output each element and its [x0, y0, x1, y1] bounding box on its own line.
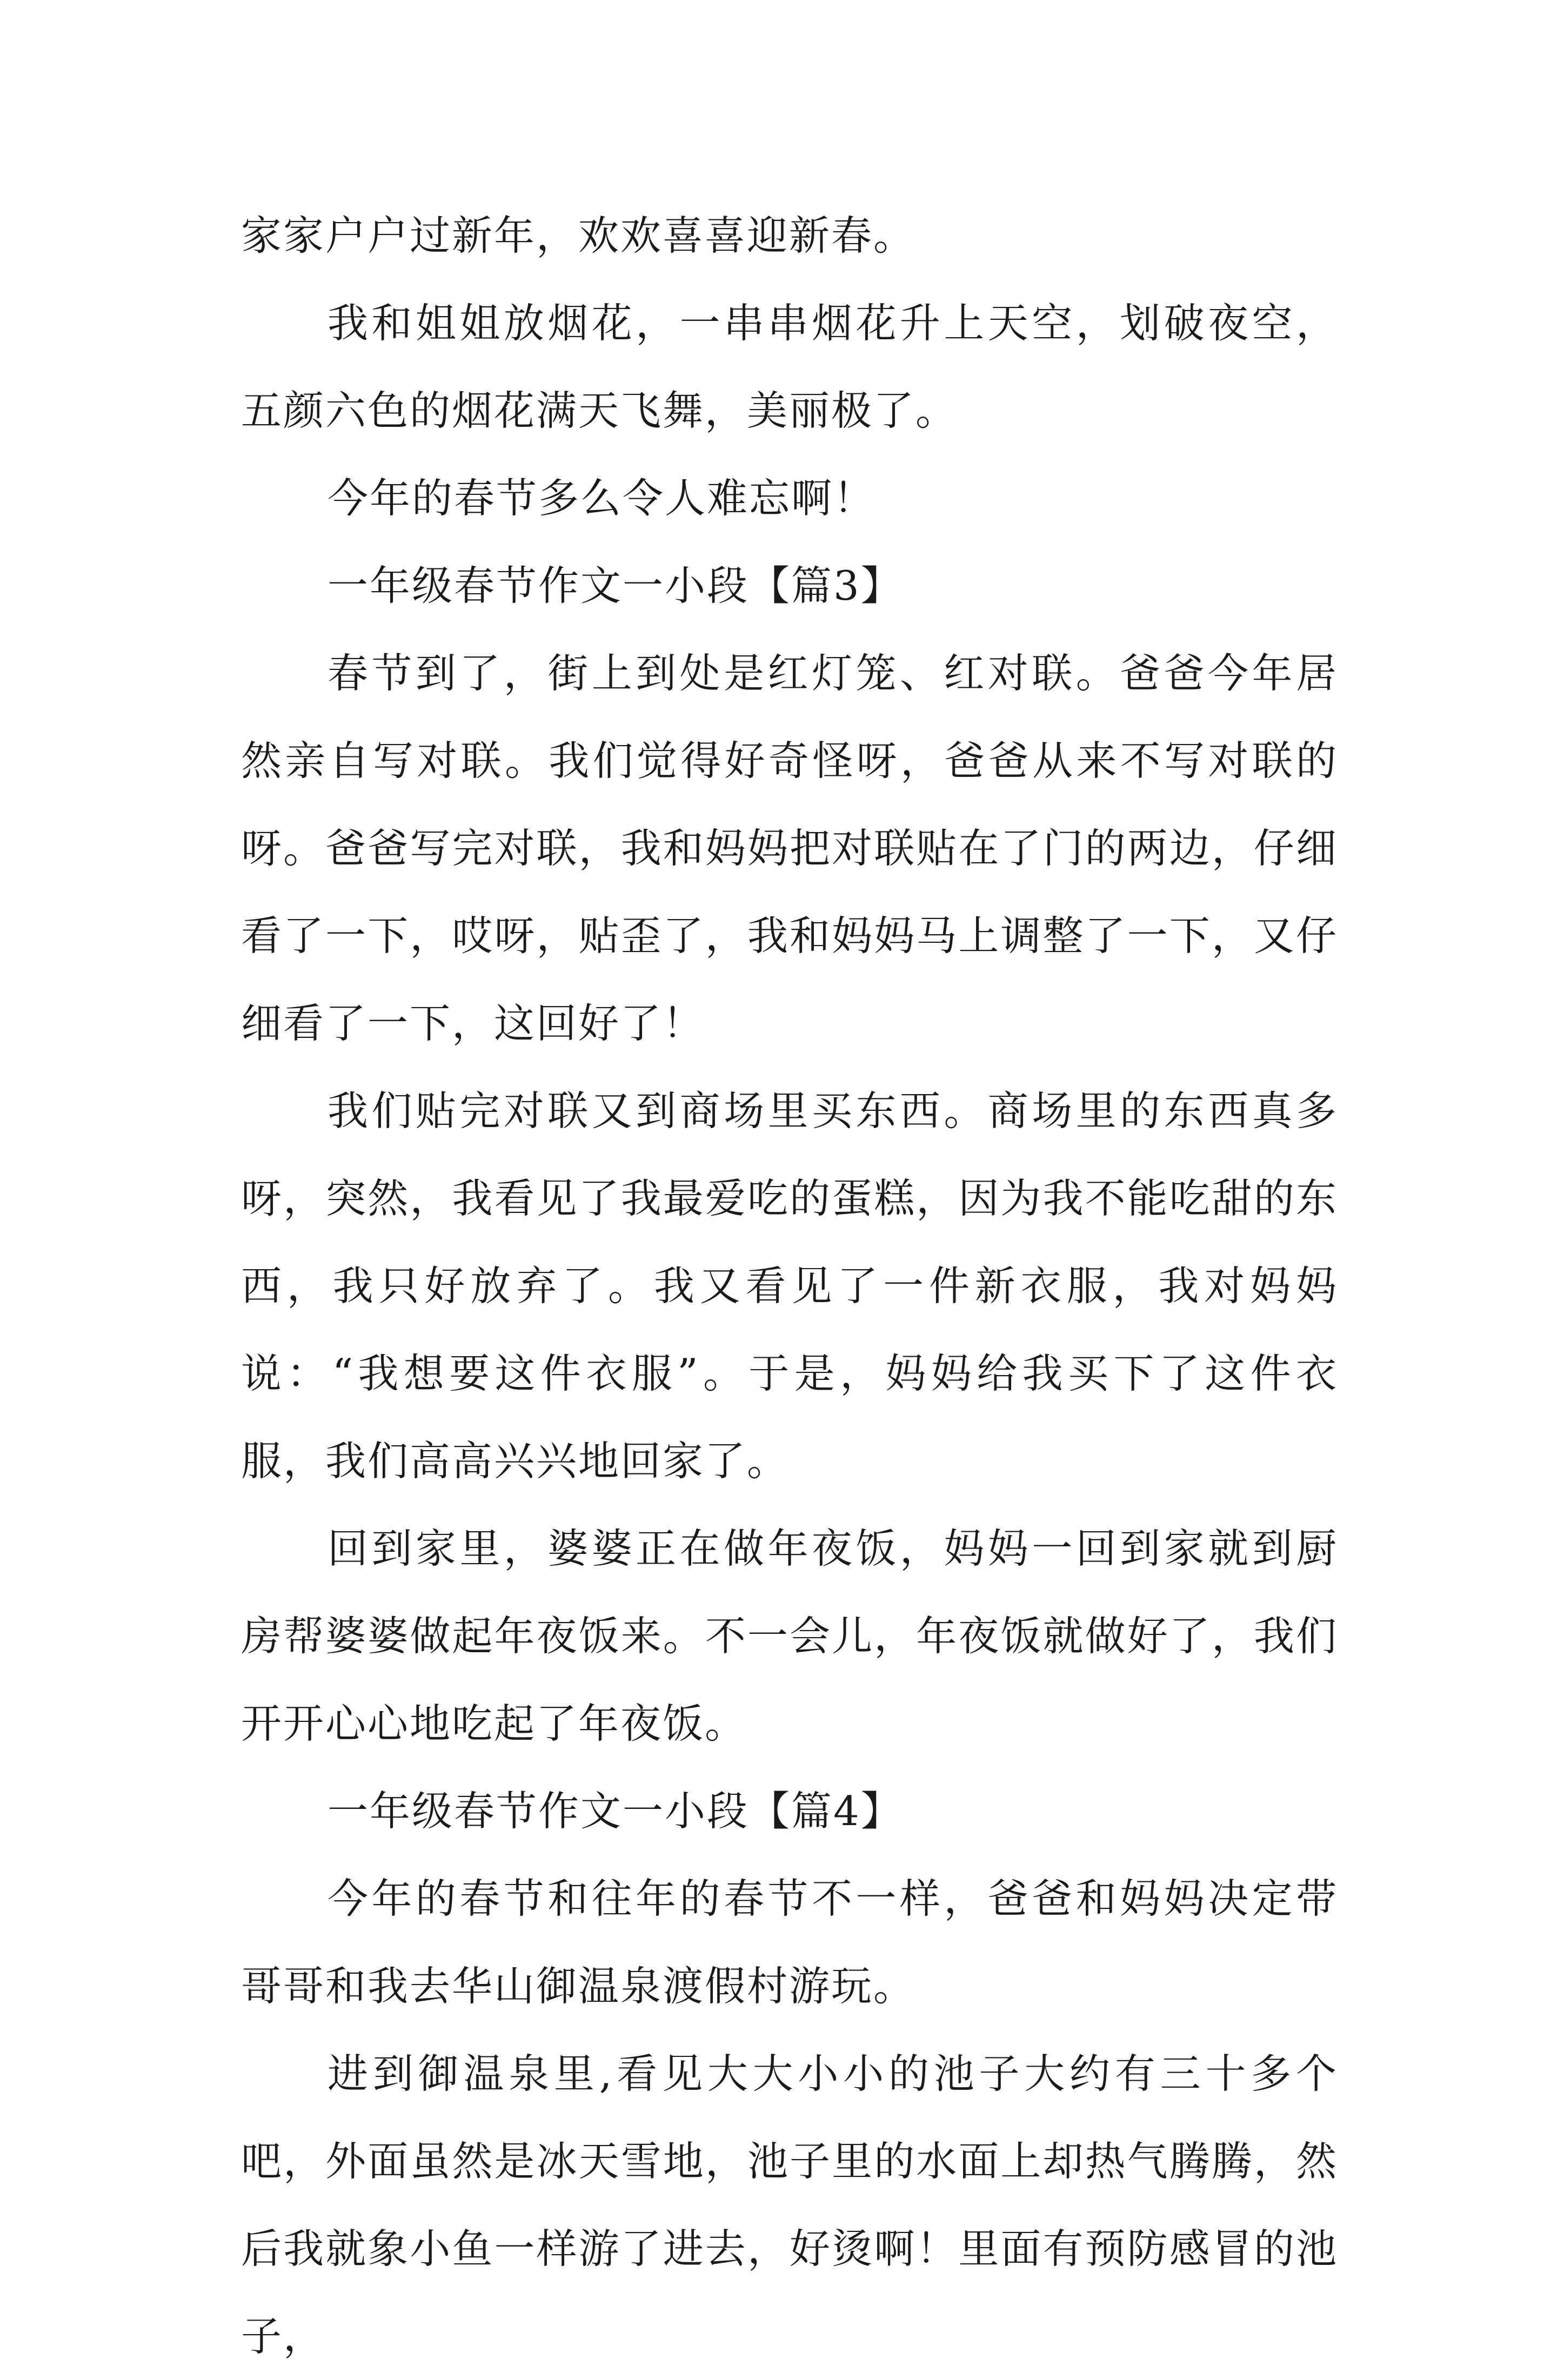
paragraph-6: 回到家里，婆婆正在做年夜饭，妈妈一回到家就到厨房帮婆婆做起年夜饭来。不一会儿，年夜饭就做好了，我们开开心心地吃起了年夜饭。	[241, 1525, 1338, 1747]
document-body	[241, 192, 1338, 2380]
paragraph-5: 我们贴完对联又到商场里买东西。商场里的东西真多呀，突然，我看见了我最爱吃的蛋糕，因为我不能吃甜的东西，我只好放弃了。我又看见了一件新衣服，我对妈妈说：“我想要这件衣服”。于是，妈妈给我买下了这件衣服，我们高高兴兴地回家了。	[241, 1087, 1338, 1485]
paragraph-2: 我和姐姐放烟花，一串串烟花升上天空，划破夜空，五颜六色的烟花满天飞舞，美丽极了。	[241, 299, 1338, 434]
paragraph-7: 今年的春节和往年的春节不一样，爸爸和妈妈决定带哥哥和我去华山御温泉渡假村游玩。	[241, 1875, 1338, 2010]
section-heading-4: 一年级春节作文一小段【篇4】	[327, 1787, 903, 1835]
paragraph-8: 进到御温泉里,看见大大小小的池子大约有三十多个吧，外面虽然是冰天雪地，池子里的水面上却热气腾腾，然后我就象小鱼一样游了进去，好烫啊！里面有预防感冒的池子，	[241, 2050, 1338, 2360]
paragraph-1: 家家户户过新年，欢欢喜喜迎新春。	[241, 212, 916, 259]
section-heading-3: 一年级春节作文一小段【篇3】	[327, 562, 903, 609]
paragraph-3: 今年的春节多么令人难忘啊！	[327, 474, 876, 522]
paragraph-4: 春节到了，街上到处是红灯笼、红对联。爸爸今年居然亲自写对联。我们觉得好奇怪呀，爸爸从来不写对联的呀。爸爸写完对联，我和妈妈把对联贴在了门的两边，仔细看了一下，哎呀，贴歪了，我和妈妈马上调整了一下，又仔细看了一下，这回好了！	[241, 649, 1338, 1047]
